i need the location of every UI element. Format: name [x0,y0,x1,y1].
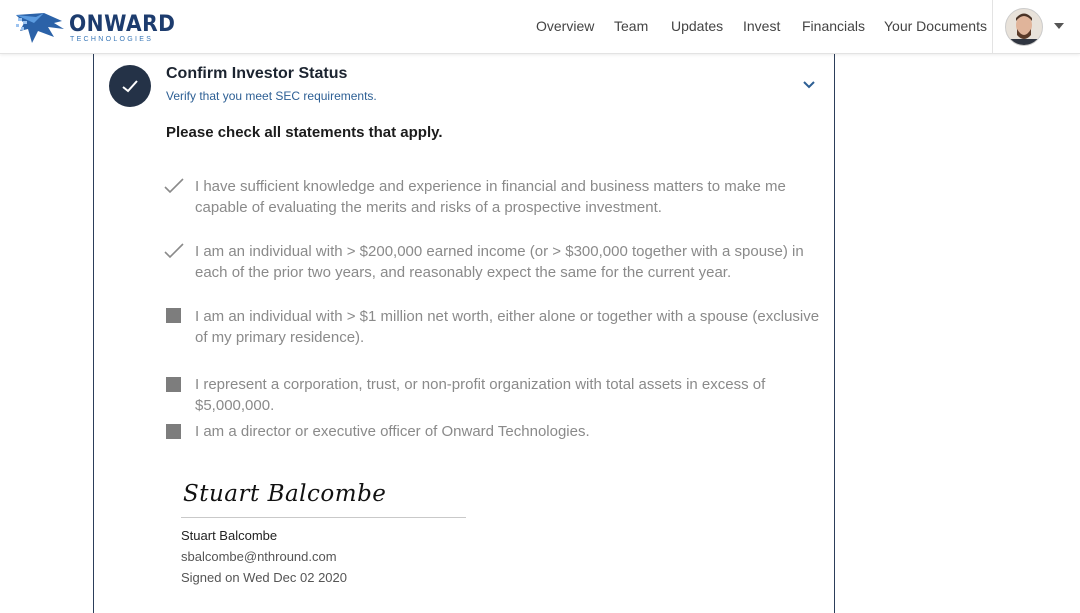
checkmark-icon[interactable] [164,178,184,194]
top-header [0,0,1080,54]
onward-logo[interactable] [14,9,176,45]
statement-net-worth-checkbox[interactable] [166,308,181,323]
statement-director-checkbox[interactable] [166,424,181,439]
card-subtitle: Verify that you meet SEC requirements. [166,89,377,103]
statement-income-text: I am an individual with > $200,000 earned income (or > $300,000 together with a spouse) in each of the prior two years, and reasonably expect the same for the current year. [195,243,804,281]
statement-entity-text: I represent a corporation, trust, or non-profit organization with total assets in excess of $5,000,000. [195,376,766,414]
statement-director-text: I am a director or executive officer of Onward Technologies. [195,423,590,440]
chevron-down-icon[interactable] [1054,23,1064,29]
instructions-heading: Please check all statements that apply. [166,124,443,141]
nav-your-documents[interactable]: Your Documents [884,18,987,34]
avatar[interactable] [1005,8,1043,46]
collapse-chevron-icon[interactable] [802,78,816,92]
nav-invest[interactable]: Invest [743,18,781,34]
nav-updates[interactable]: Updates [671,18,724,34]
user-menu[interactable] [992,0,1080,53]
statement-net-worth-text: I am an individual with > $1 million net worth, either alone or together with a spouse (exclusive of my primary residence). [195,308,820,346]
nav-overview[interactable]: Overview [536,18,595,34]
user-photo-icon [1006,9,1042,45]
statement-entity-checkbox[interactable] [166,377,181,392]
statement-knowledge-text: I have sufficient knowledge and experience in financial and business matters to make me capable of evaluating the merits and risks of a prospective investment. [195,178,786,216]
nav-financials[interactable]: Financials [802,18,866,34]
brand-tagline: TECHNOLOGIES [70,36,154,43]
step-complete-badge [109,65,151,107]
signer-name: Stuart Balcombe [181,528,278,543]
brand-name: ONWARD [69,12,176,37]
eagle-logo-icon [14,9,66,45]
signature-line [181,517,466,518]
signer-email: sbalcombe@nthround.com [181,549,337,564]
checkmark-icon[interactable] [164,243,184,259]
checkmark-icon [121,78,139,94]
nav-team[interactable]: Team [614,18,649,34]
handwritten-signature: Stuart Balcombe [183,481,387,507]
signed-date: Signed on Wed Dec 02 2020 [181,570,347,585]
card-title: Confirm Investor Status [166,65,348,82]
